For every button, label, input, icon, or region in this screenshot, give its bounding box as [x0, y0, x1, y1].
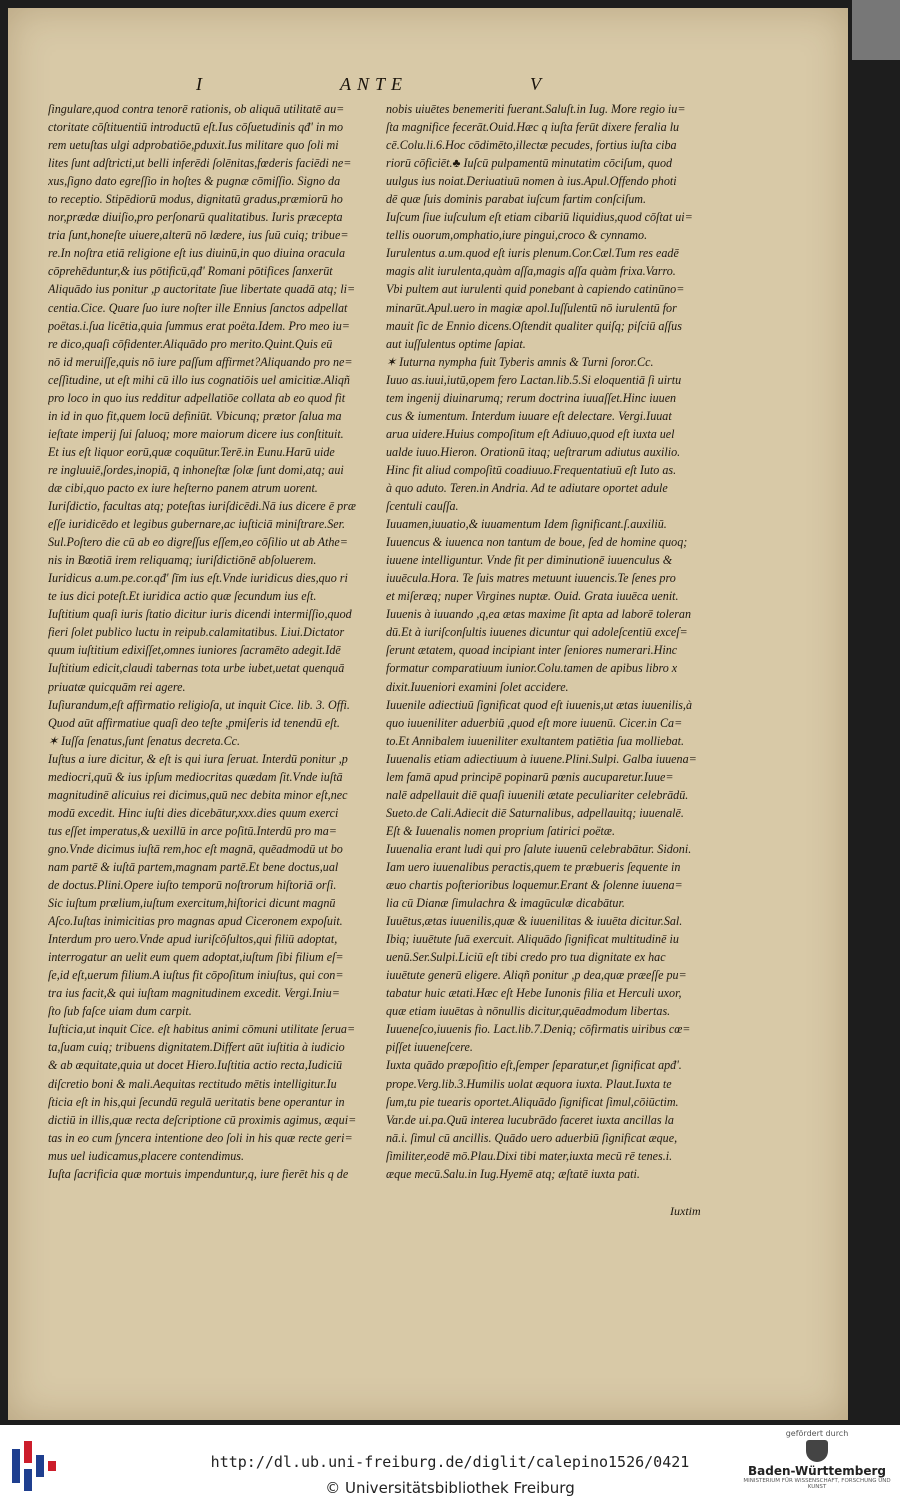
text-line: Iuxta quādo præpoſitio eſt,ſemper ſeparatur,et ſignificat apđ'. — [386, 1058, 682, 1073]
text-line: Aliquādo ius ponitur ,p auctoritate ſiue libertate quadā atq; li= — [48, 282, 356, 297]
text-line: Iuuenalis etiam adiectiuum à iuuene.Plini.Sulpi. Galba iuuena= — [386, 751, 697, 766]
text-line: dixit.Iuueniori examini ſolet accidere. — [386, 679, 569, 694]
text-line: Iuuo as.iuui,iutū,opem fero Lactan.lib.5.Si eloquentiā ſi uirtu — [386, 372, 682, 387]
text-line: ſto ſub faſce uiam dum carpit. — [48, 1004, 192, 1019]
header-right: V — [530, 74, 547, 94]
text-line: in id in quo fit,quem locū definiūt. Vbicunq; prætor ſalua ma — [48, 408, 342, 423]
text-line: iuuene intelliguntur. Vnde fit per diminutionē iuuenculus & — [386, 553, 673, 568]
text-line: Iuriſdictio, facultas atq; poteſtas iuriſdicēdi.Nā ius dicere ē præ — [48, 499, 356, 514]
text-line: ualde iuuo.Hieron. Orationū itaq; ueſtrarum adiutus auxilio. — [386, 444, 681, 459]
text-line: cus & iumentum. Interdum iuuare eſt delectare. Vergi.Iuuat — [386, 408, 672, 423]
text-line: et miſeræq; nuper Virgines nuptæ. Ouid. Grata iuuēca uenit. — [386, 589, 679, 604]
text-line: rem uetuſtas ulgi adprobatiōe,pduxit.Ius militare quo ſoli mi — [48, 138, 339, 153]
text-line: minarūt.Apul.uero in magiæ apol.Iuſſulentū nō iurulentū for — [386, 300, 677, 315]
text-line: tem ingenij diuinarumq; rerum doctrina iuuaſſet.Hinc iuuen — [386, 390, 677, 405]
text-line: ſta magnifice fecerāt.Ouid.Hæc q iuſta ferūt dixere feralia lu — [386, 120, 680, 135]
text-line: Interdum pro uero.Vnde apud iuriſcōſultos,qui filiū adoptat, — [48, 932, 338, 947]
text-line: Sic iuſtum prælium,iuſtum exercitum,hiſtorici dicunt magnū — [48, 896, 336, 911]
text-line: nā.i. ſimul cū ancillis. Quādo uero aduerbiū ſignificat æque, — [386, 1130, 678, 1145]
right-column — [386, 100, 716, 1183]
text-line: dū.Et à iuriſconſultis iuuenes dicuntur qui adoleſcentiū exceſ= — [386, 625, 688, 640]
text-line: ſimiliter,eodē mō.Plau.Dixi tibi mater,iuxta mecū rē tenes.i. — [386, 1148, 673, 1163]
left-column — [48, 100, 378, 1183]
text-line: ieſtate imperij ſui ſaluoq; more maiorum dicere ius conſtituit. — [48, 426, 344, 441]
text-line: ctoritate cōſtituentiū introductū eſt.Ius cōſuetudinis qđ' in mo — [48, 120, 344, 135]
text-line: à quo aduto. Teren.in Andria. Ad te adiutare oportet adule — [386, 480, 668, 495]
text-line: re dico,quaſi cōfidenter.Aliquādo pro merito.Quint.Quis eū — [48, 336, 333, 351]
text-line: Iuuētus,ætas iuuenilis,quæ & iuuenilitas & iuuēta dicitur.Sal. — [386, 914, 683, 929]
text-line: Iuſtus a iure dicitur, & eſt is qui iura ſeruat. Interdū ponitur ,p — [48, 751, 348, 766]
text-line: lem famā apud principē popinarū pœnis aucuparetur.Iuue= — [386, 769, 674, 784]
text-line: Et ius eſt liquor eorū,quæ coquūtur.Terē.in Eunu.Harū uide — [48, 444, 335, 459]
text-line: re.In noſtra etiā religione eſt ius diuinū,in quo diuina oracula — [48, 246, 346, 261]
text-line: diſcretio boni & mali.Aequitas rectitudo mētis intelligitur.Iu — [48, 1076, 337, 1091]
text-line: tellis ouorum,omphatio,iure pingui,croco & cynnamo. — [386, 228, 648, 243]
text-line: Eſt & Iuuenalis nomen proprium ſatirici poëtæ. — [386, 823, 615, 838]
text-line: Iuſticia,ut inquit Cice. eſt habitus animi cōmuni utilitate ſerua= — [48, 1022, 356, 1037]
text-line: re ingluuiē,ſordes,inopiā, q̄ inhoneſtæ ſolæ ſunt domi,atq; aui — [48, 462, 344, 477]
text-line: eſſe iuridicēdo et legibus gubernare,ac iuſticiā miniſtrare.Ser. — [48, 517, 346, 532]
catchword: Iuxtim — [670, 1204, 701, 1218]
color-strip — [852, 0, 900, 60]
text-line: Quod aūt affirmatiue quaſi deo teſte ,pmiſeris id tenendū eſt. — [48, 715, 340, 730]
text-line: uenū.Ser.Sulpi.Liciū eſt tibi credo pro tua dignitate ex hac — [386, 950, 666, 965]
text-line: tas in eo cum ſyncera intentione deo ſoli in his quæ recte geri= — [48, 1130, 353, 1145]
text-line: nō id meruiſſe,quis nō iure paſſum affirmet?Aliquando pro ne= — [48, 354, 353, 369]
text-line: nor,prædæ diuiſio,pro perſonarū qualitatibus. Iuris præcepta — [48, 210, 343, 225]
text-line: Iuueneſco,iuuenis fio. Lact.lib.7.Deniq; cōfirmatis uiribus cœ= — [386, 1022, 691, 1037]
text-line: Var.de ui.pa.Quū interea lucubrādo faceret iuxta ancillas la — [386, 1112, 674, 1127]
text-line: quum iuſtitium edixiſſet,omnes iuniores ſacramēto adegit.Idē — [48, 643, 341, 658]
text-line: Vbi pultem aut iurulenti quid ponebant à capiendo catinūno= — [386, 282, 685, 297]
text-line: ſticia eſt in his,qui ſecundū regulā ueritatis bene operantur in — [48, 1094, 345, 1109]
text-line: tria ſunt,honeſte uiuere,alterū nō lædere, ius ſuū cuiq; tribue= — [48, 228, 349, 243]
text-line: ✶ Iuturna nympha fuit Tyberis amnis & Turni ſoror.Cc. — [386, 354, 654, 369]
text-line: Sul.Poſtero die cū ab eo digreſſus eſſem,eo cōſilio ut ab Athe= — [48, 535, 348, 550]
text-line: uulgus ius noiat.Deriuatiuū nomen à ius.Apul.Offendo photi — [386, 174, 677, 189]
text-line: pro loco in quo ius redditur adpellatiōe collata ab eo quod fit — [48, 390, 346, 405]
text-line: ſcentuli cauſſa. — [386, 499, 459, 514]
text-line: to receptio. Stipēdiorū modus, dignitatū gradus,præmiorū ho — [48, 192, 343, 207]
text-line: arua uidere.Huius compoſitum eſt Adiuuo,quod eſt iuxta uel — [386, 426, 675, 441]
text-line: xus,ſigno dato egreſſio in hoſtes & pugnæ cōmiſſio. Signo da — [48, 174, 341, 189]
text-line: tus eſſet imperatus,& uexillū in arce poſitū.Interdū pro ma= — [48, 823, 337, 838]
text-line: Aſco.Iuſtas inimicitias pro magnas apud Ciceronem expoſuit. — [48, 914, 343, 929]
text-line: te ius dici poteſt.Et iuridica actio quæ ſecundum ius eſt. — [48, 589, 317, 604]
text-line: Iuſiurandum,eſt affirmatio religioſa, ut inquit Cice. lib. 3. Offi. — [48, 697, 350, 712]
text-line: ✶ Iuſſa ſenatus,ſunt ſenatus decreta.Cc. — [48, 733, 241, 748]
text-line: æque mecū.Salu.in Iug.Hyemē atq; æſtatē iuxta pati. — [386, 1166, 640, 1181]
text-line: Iuuenalia erant ludi qui pro ſalute iuuenū celebrabātur. Sidoni. — [386, 841, 692, 856]
text-line: & ab æquitate,quia ut docet Hiero.Iuſtitia actio recta,Iudiciū — [48, 1058, 343, 1073]
text-line: ta,ſuam cuiq; tribuens dignitatem.Differt aūt iuſtitia à iudicio — [48, 1040, 345, 1055]
text-line: Iuridicus a.um.pe.cor.qđ' ſīm ius eſt.Vnde iuridicus dies,quo ri — [48, 571, 348, 586]
text-line: formatur comparatiuum iunior.Colu.tamen de apibus libro x — [386, 661, 678, 676]
book-page — [8, 8, 848, 1420]
text-line: æuo chartis poſterioribus loquemur.Erant & ſolenne iuuena= — [386, 878, 683, 893]
text-line: ſum,tu pie tuearis oportet.Aliquādo ſignificat ſimul,cōiūctim. — [386, 1094, 679, 1109]
viewer-footer — [0, 1425, 900, 1505]
text-line: de doctus.Plini.Opere iuſto temporū noſtrorum hiſtoriā orſi. — [48, 878, 337, 893]
funder-caption: gefördert durch — [785, 1429, 849, 1438]
crest-icon — [806, 1440, 828, 1462]
text-line: ſerunt ætatem, quoad incipiant inter ſeniores numerari.Hinc — [386, 643, 678, 658]
text-line: nobis uiuētes benemeriti fuerant.Saluſt.in Iug. More regio iu= — [386, 102, 686, 116]
text-line: nam partē & iuſtā partem,magnam partē.Et bene doctus,ual — [48, 859, 339, 874]
text-line: dē quæ ſuis dominis parabat iuſcum fartim conſciſum. — [386, 192, 647, 207]
text-line: nalē adpellauit diē quaſi iuuenili ætate peculiariter celebrādū. — [386, 787, 689, 802]
text-line: tra ius facit,& qui iuſtam magnitudinem excedit. Vergi.Iniu= — [48, 986, 340, 1001]
text-line: Iuuenis à iuuando ,q,ea ætas maxime ſit apta ad laborē toleran — [386, 607, 692, 622]
text-line: Iuſtitium edicit,claudi tabernas tota urbe iubet,uetat quenquā — [48, 661, 345, 676]
text-line: magnitudinē alicuius rei dicimus,quū nec debita minor eſt,nec — [48, 787, 348, 802]
text-line: priuatæ quicquām rei agere. — [48, 679, 186, 694]
text-line: ſingulare,quod contra tenorē rationis, ob aliquā utilitatē au= — [48, 102, 345, 116]
text-line: quæ etiam iuuētas à nōnullis dicitur,quēadmodum libertas. — [386, 1004, 671, 1019]
text-line: Iuuamen,iuuatio,& iuuamentum Idem ſignificant.ſ.auxiliū. — [386, 517, 667, 532]
text-line: Iuſta ſacrificia quæ mortuis impenduntur,q, iure fierēt his q de — [48, 1166, 349, 1181]
text-line: tabatur huic ætati.Hæc eſt Hebe Iunonis filia et Herculi uxor, — [386, 986, 682, 1001]
text-line: ſe,id eſt,uerum filium.A iuſtus fit cōpoſitum iniuſtus, qui con= — [48, 968, 344, 983]
text-line: modū excedit. Hinc iuſti dies dicebātur,xxx.dies quum exerci — [48, 805, 339, 820]
permalink[interactable]: http://dl.ub.uni-freiburg.de/diglit/calepino1526/0421 — [210, 1453, 690, 1471]
text-line: fieri ſolet publico luctu in reipub.calamitatibus. Liui.Dictator — [48, 625, 345, 640]
funder-logo — [742, 1429, 892, 1490]
text-line: Iuuenile adiectiuū ſignificat quod eſt iuuenis,ut ætas iuuenilis,à — [386, 697, 693, 712]
text-line: gno.Vnde dicimus iuſtā rem,hoc eſt magnā, quēadmodū ut bo — [48, 841, 343, 856]
text-line: quo iuueniliter aduerbiū ,quod eſt more iuuenū. Cicer.in Ca= — [386, 715, 683, 730]
text-line: cōprehēduntur,& ius pōtificū,qđ' Romani pōtifices ſanxerūt — [48, 264, 333, 279]
text-line: interrogatur an uelit eum quem adoptat,iuſtum ſibi filium eſ= — [48, 950, 344, 965]
text-line: Iuſtitium quaſi iuris ſtatio dicitur iuris dicendi intermiſſio,quod — [48, 607, 352, 622]
text-line: Hinc fit aliud compoſitū coadiuuo.Frequentatiuū eſt Iuto as. — [386, 462, 677, 477]
funder-name: Baden-Württemberg — [747, 1464, 886, 1478]
text-line: ceſſitudine, ut eſt mihi cū illo ius cognatiōis uel amicitiæ.Aliqñ — [48, 372, 350, 387]
text-line: cē.Colu.li.6.Hoc cōdimēto,illectæ pecudes, fortius iuſta ciba — [386, 138, 677, 153]
text-line: lites ſunt adſtricti,ut belli inferēdi ſolēnitas,fœderis faciēdi ne= — [48, 156, 352, 171]
text-line: aut iuſſulentus optime ſapiat. — [386, 336, 526, 351]
funder-ministry: MINISTERIUM FÜR WISSENSCHAFT, FORSCHUNG UND KUNST — [743, 1478, 891, 1490]
text-line: centia.Cice. Quare ſuo iure noſter ille Ennius ſanctos adpellat — [48, 300, 348, 315]
text-line: piſſet iuueneſcere. — [386, 1040, 473, 1055]
copyright: © Universitätsbibliothek Freiburg — [325, 1479, 575, 1497]
text-line: prope.Verg.lib.3.Humilis uolat æquora iuxta. Plaut.Iuxta te — [386, 1076, 672, 1091]
header-left: I — [196, 74, 208, 94]
header-center: ANTE — [340, 74, 409, 94]
text-line: Iurulentus a.um.quod eſt iuris plenum.Cor.Cæl.Tum res eadē — [386, 246, 679, 261]
text-line: iuuētute generū eligere. Aliqñ ponitur ,p dea,quæ præeſſe pu= — [386, 968, 687, 983]
text-line: Iuſcum ſiue iuſculum eſt etiam cibariū liquidius,quod cōſtat ui= — [386, 210, 693, 225]
text-line: Iuuencus & iuuenca non tantum de boue, ſed de homine quoq; — [386, 535, 688, 550]
text-line: mus uel iudicamus,placere contendimus. — [48, 1148, 245, 1163]
text-line: to.Et Annibalem iuueniliter exultantem patiētia ſua molliebat. — [386, 733, 685, 748]
text-line: iuuēcula.Hora. Te ſuis matres metuunt iuuencis.Te ſenes pro — [386, 571, 676, 586]
text-line: dictiū in illis,quæ recta deſcriptione cū proximis agimus, æqui= — [48, 1112, 357, 1127]
text-line: Sueto.de Cali.Adiecit diē Saturnalibus, adpellauitq; iuuenalē. — [386, 805, 684, 820]
text-line: Ibiq; iuuētute ſuā exercuit. Aliquādo ſignificat multitudinē iu — [386, 932, 679, 947]
text-line: poëtas.i.ſua licētia,quia ſummus erat poëta.Idem. Pro meo iu= — [48, 318, 350, 333]
text-line: dæ cibi,quo pacto ex iure heſterno panem atrum uorent. — [48, 480, 318, 495]
text-line: Iam uero iuuenalibus peractis,quem te præbueris ſequente in — [386, 859, 681, 874]
text-line: magis alit iurulenta,quàm aſſa,magis aſſa quàm frixa.Varro. — [386, 264, 676, 279]
text-line: nis in Bœotiā irem reliquamq; iuriſdictiōnē abſoluerem. — [48, 553, 317, 568]
text-line: mauit ſic de Ennio dicens.Oſtendit qualiter quiſq; piſciū aſſus — [386, 318, 682, 333]
text-line: lia cū Dianæ ſimulachra & imagūculæ dicabātur. — [386, 896, 625, 911]
text-line: riorū cōficiēt.♣ Iuſcū pulpamentū minutatim cōciſum, quod — [386, 156, 673, 171]
text-line: mediocri,quū & ius ipſum mediocritas quædam ſit.Vnde iuſtā — [48, 769, 343, 784]
